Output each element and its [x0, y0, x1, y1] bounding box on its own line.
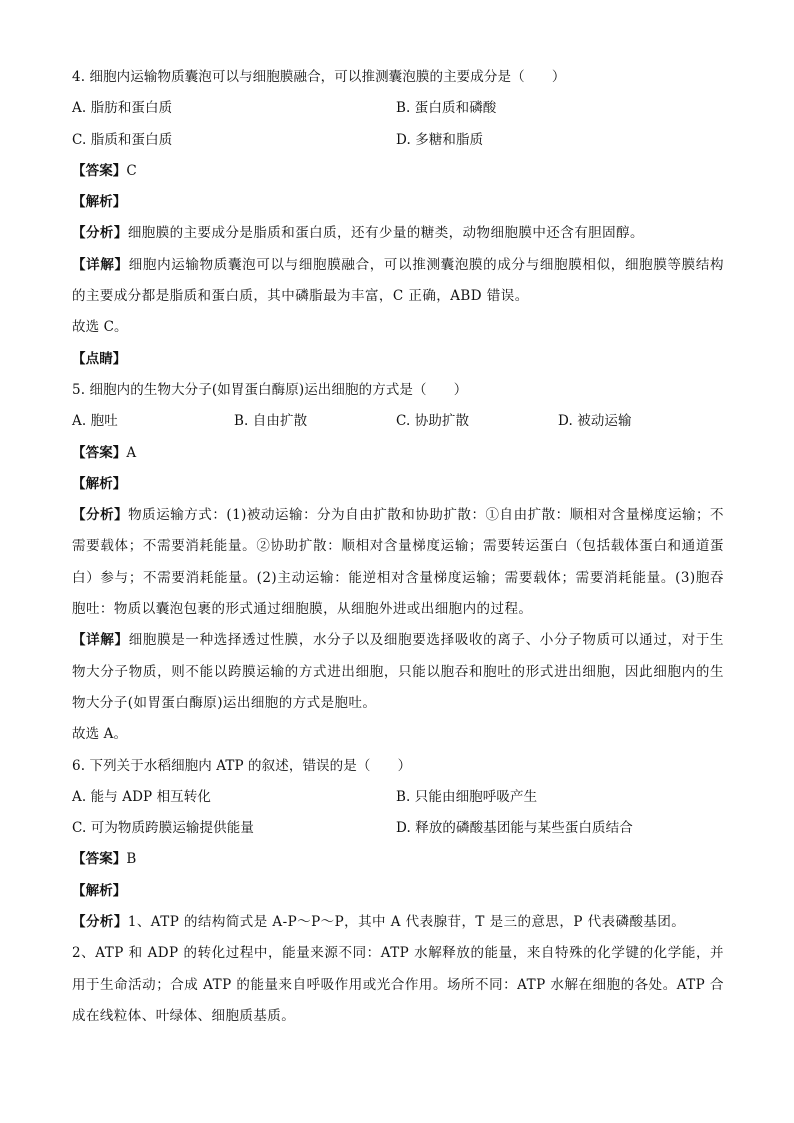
- question-6-analysis-tag: [72, 876, 724, 907]
- question-5-conclusion: 故选 A。: [72, 726, 128, 743]
- question-4-fenxi: [72, 218, 724, 249]
- fenxi-text: 1、ATP 的结构简式是 A-P～P～P，其中 A 代表腺苷，T 是三的意思，P 代表磷酸基团。: [127, 914, 686, 931]
- question-5-stem: 5. 细胞内的生物大分子(如胃蛋白酶原)运出细胞的方式是（ ）: [72, 381, 468, 398]
- question-4-answer: [72, 156, 724, 187]
- question-5-analysis-tag: [72, 469, 724, 500]
- option-d: D. 多糖和脂质: [396, 131, 484, 148]
- question-6-fenxi-2: 2、ATP 和 ADP 的转化过程中，能量来源不同：ATP 水解释放的能量，来自特殊的化学键的化学能，并用于生命活动；合成 ATP 的能量来自呼吸作用或光合作用。场所不同：ATP 水解在细胞的各处。ATP 合成在线粒体、叶绿体、细胞质基质。: [72, 945, 724, 1024]
- option-c: C. 脂质和蛋白质: [72, 131, 173, 148]
- question-4-xiangjie: [72, 250, 724, 313]
- answer-value: B: [126, 851, 137, 868]
- answer-tag: 【答案】: [72, 851, 127, 868]
- analysis-tag: 【解析】: [72, 475, 127, 492]
- option-c: C. 可为物质跨膜运输提供能量: [72, 820, 254, 837]
- question-4-dianjing: [72, 344, 724, 375]
- option-b: B. 只能由细胞呼吸产生: [396, 788, 538, 805]
- answer-tag: 【答案】: [72, 444, 127, 461]
- question-4-options-row-1: [72, 93, 724, 124]
- dianjing-tag: 【点睛】: [72, 350, 127, 367]
- fenxi-tag: 【分析】: [72, 914, 128, 931]
- analysis-tag: 【解析】: [72, 194, 127, 211]
- option-a: A. 胞吐: [72, 413, 118, 430]
- question-4-conclusion: 故选 C。: [72, 319, 128, 336]
- analysis-tag: 【解析】: [72, 882, 127, 899]
- question-5-xiangjie: [72, 625, 724, 719]
- option-d: D. 释放的磷酸基团能与某些蛋白质结合: [396, 820, 633, 837]
- question-6-answer: [72, 844, 724, 875]
- answer-tag: 【答案】: [72, 162, 127, 179]
- question-4-options-row-2: [72, 125, 724, 156]
- option-a: A. 脂肪和蛋白质: [72, 100, 173, 117]
- question-4-stem: 4. 细胞内运输物质囊泡可以与细胞膜融合，可以推测囊泡膜的主要成分是（ ）: [72, 69, 566, 85]
- answer-value: A: [126, 444, 137, 461]
- fenxi-tag: 【分析】: [72, 225, 128, 242]
- question-6-stem: 6. 下列关于水稻细胞内 ATP 的叙述，错误的是（ ）: [72, 757, 412, 774]
- option-a: A. 能与 ADP 相互转化: [72, 788, 211, 805]
- question-6-fenxi: [72, 907, 724, 938]
- option-d: D. 被动运输: [558, 413, 632, 430]
- question-5-fenxi: [72, 500, 724, 625]
- fenxi-text: 细胞膜的主要成分是脂质和蛋白质，还有少量的糖类，动物细胞膜中还含有胆固醇。: [127, 225, 644, 242]
- option-b: B. 自由扩散: [234, 413, 308, 430]
- question-6-options-row-1: [72, 782, 724, 813]
- option-c: C. 协助扩散: [396, 413, 470, 430]
- xiangjie-tag: 【详解】: [72, 256, 129, 273]
- question-6-options-row-2: [72, 813, 724, 844]
- answer-value: C: [126, 162, 137, 179]
- question-5-answer: [72, 438, 724, 469]
- option-b: B. 蛋白质和磷酸: [396, 100, 497, 117]
- xiangjie-text: 细胞内运输物质囊泡可以与细胞膜融合，可以推测囊泡膜的成分与细胞膜相似，细胞膜等膜结构的主要成分都是脂质和蛋白质，其中磷脂最为丰富，C 正确，ABD 错误。: [72, 256, 724, 305]
- xiangjie-tag: 【详解】: [72, 632, 129, 649]
- question-4-analysis-tag: [72, 187, 724, 218]
- fenxi-tag: 【分析】: [72, 507, 129, 524]
- fenxi-text: 物质运输方式：(1)被动运输：分为自由扩散和协助扩散：①自由扩散：顺相对含量梯度运输；不需要载体；不需要消耗能量。②协助扩散：顺相对含量梯度运输；需要转运蛋白（包括载体蛋白和通道蛋白）参与；不需要消耗能量。(2)主动运输：能逆相对含量梯度运输；需要载体；需要消耗能量。(3)胞吞胞吐：物质以囊泡包裹的形式通过细胞膜，从细胞外进或出细胞内的过程。: [72, 507, 724, 618]
- question-5-options-row: [72, 406, 724, 437]
- xiangjie-text: 细胞膜是一种选择透过性膜，水分子以及细胞要选择吸收的离子、小分子物质可以通过，对于生物大分子物质，则不能以跨膜运输的方式进出细胞，只能以胞吞和胞吐的形式进出细胞，因此细胞内的生物大分子(如胃蛋白酶原)运出细胞的方式是胞吐。: [72, 632, 724, 711]
